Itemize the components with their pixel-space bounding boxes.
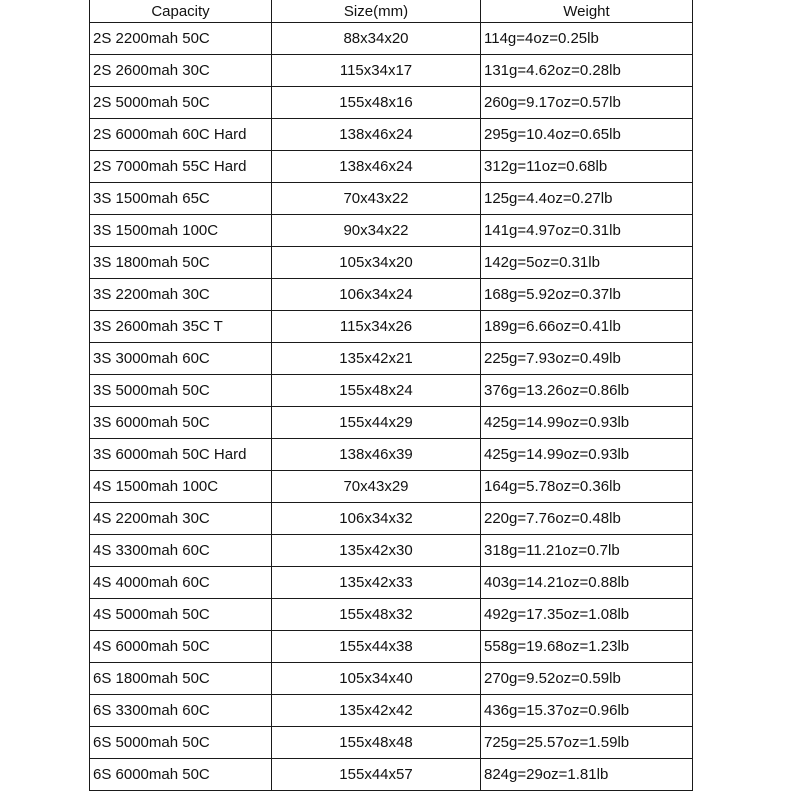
weight-cell: 114g=4oz=0.25lb: [481, 23, 693, 55]
capacity-cell: 4S 2200mah 30C: [90, 503, 272, 535]
size-cell: 90x34x22: [272, 215, 481, 247]
weight-cell: 295g=10.4oz=0.65lb: [481, 119, 693, 151]
weight-cell: 189g=6.66oz=0.41lb: [481, 311, 693, 343]
table-row: [90, 663, 693, 695]
weight-column-header: Weight: [481, 0, 693, 23]
size-cell: 135x42x33: [272, 567, 481, 599]
capacity-cell: 6S 5000mah 50C: [90, 727, 272, 759]
capacity-cell: 3S 1500mah 65C: [90, 183, 272, 215]
weight-cell: 141g=4.97oz=0.31lb: [481, 215, 693, 247]
table-row: [90, 247, 693, 279]
weight-cell: 436g=15.37oz=0.96lb: [481, 695, 693, 727]
capacity-cell: 2S 6000mah 60C Hard: [90, 119, 272, 151]
size-cell: 105x34x20: [272, 247, 481, 279]
weight-cell: 425g=14.99oz=0.93lb: [481, 407, 693, 439]
weight-cell: 260g=9.17oz=0.57lb: [481, 87, 693, 119]
weight-cell: 168g=5.92oz=0.37lb: [481, 279, 693, 311]
size-cell: 115x34x17: [272, 55, 481, 87]
capacity-cell: 4S 3300mah 60C: [90, 535, 272, 567]
weight-cell: 131g=4.62oz=0.28lb: [481, 55, 693, 87]
battery-spec-table: [89, 0, 693, 791]
table-row: [90, 439, 693, 471]
size-cell: 155x48x32: [272, 599, 481, 631]
table-header-row: [90, 0, 693, 23]
size-cell: 155x48x48: [272, 727, 481, 759]
weight-cell: 492g=17.35oz=1.08lb: [481, 599, 693, 631]
weight-cell: 125g=4.4oz=0.27lb: [481, 183, 693, 215]
size-cell: 135x42x42: [272, 695, 481, 727]
table-row: [90, 599, 693, 631]
weight-cell: 142g=5oz=0.31lb: [481, 247, 693, 279]
weight-cell: 318g=11.21oz=0.7lb: [481, 535, 693, 567]
table-row: [90, 695, 693, 727]
weight-cell: 824g=29oz=1.81lb: [481, 759, 693, 791]
size-cell: 138x46x24: [272, 119, 481, 151]
weight-cell: 558g=19.68oz=1.23lb: [481, 631, 693, 663]
size-cell: 155x44x38: [272, 631, 481, 663]
table-row: [90, 471, 693, 503]
table-row: [90, 311, 693, 343]
size-cell: 106x34x32: [272, 503, 481, 535]
size-cell: 155x48x16: [272, 87, 481, 119]
capacity-cell: 3S 3000mah 60C: [90, 343, 272, 375]
capacity-cell: 4S 5000mah 50C: [90, 599, 272, 631]
size-cell: 155x48x24: [272, 375, 481, 407]
table-row: [90, 375, 693, 407]
table-row: [90, 23, 693, 55]
size-cell: 88x34x20: [272, 23, 481, 55]
size-cell: 155x44x29: [272, 407, 481, 439]
weight-cell: 725g=25.57oz=1.59lb: [481, 727, 693, 759]
capacity-column-header: Capacity: [90, 0, 272, 23]
capacity-cell: 3S 2600mah 35C T: [90, 311, 272, 343]
capacity-cell: 3S 2200mah 30C: [90, 279, 272, 311]
size-cell: 138x46x39: [272, 439, 481, 471]
weight-cell: 220g=7.76oz=0.48lb: [481, 503, 693, 535]
capacity-cell: 2S 2600mah 30C: [90, 55, 272, 87]
capacity-cell: 4S 1500mah 100C: [90, 471, 272, 503]
size-cell: 105x34x40: [272, 663, 481, 695]
weight-cell: 270g=9.52oz=0.59lb: [481, 663, 693, 695]
size-cell: 138x46x24: [272, 151, 481, 183]
table-row: [90, 631, 693, 663]
capacity-cell: 2S 5000mah 50C: [90, 87, 272, 119]
capacity-cell: 4S 6000mah 50C: [90, 631, 272, 663]
capacity-cell: 3S 6000mah 50C: [90, 407, 272, 439]
table-row: [90, 727, 693, 759]
capacity-cell: 3S 1800mah 50C: [90, 247, 272, 279]
size-cell: 135x42x30: [272, 535, 481, 567]
size-cell: 155x44x57: [272, 759, 481, 791]
size-cell: 106x34x24: [272, 279, 481, 311]
weight-cell: 225g=7.93oz=0.49lb: [481, 343, 693, 375]
size-cell: 135x42x21: [272, 343, 481, 375]
table-row: [90, 151, 693, 183]
table-row: [90, 279, 693, 311]
capacity-cell: 4S 4000mah 60C: [90, 567, 272, 599]
table-row: [90, 55, 693, 87]
capacity-cell: 3S 6000mah 50C Hard: [90, 439, 272, 471]
table-row: [90, 535, 693, 567]
table-row: [90, 119, 693, 151]
table-row: [90, 183, 693, 215]
weight-cell: 164g=5.78oz=0.36lb: [481, 471, 693, 503]
table-row: [90, 503, 693, 535]
table-row: [90, 87, 693, 119]
table-row: [90, 215, 693, 247]
table-row: [90, 407, 693, 439]
size-column-header: Size(mm): [272, 0, 481, 23]
table-body: [90, 23, 693, 791]
capacity-cell: 6S 1800mah 50C: [90, 663, 272, 695]
size-cell: 115x34x26: [272, 311, 481, 343]
capacity-cell: 3S 5000mah 50C: [90, 375, 272, 407]
capacity-cell: 2S 2200mah 50C: [90, 23, 272, 55]
capacity-cell: 2S 7000mah 55C Hard: [90, 151, 272, 183]
weight-cell: 312g=11oz=0.68lb: [481, 151, 693, 183]
capacity-cell: 3S 1500mah 100C: [90, 215, 272, 247]
weight-cell: 403g=14.21oz=0.88lb: [481, 567, 693, 599]
weight-cell: 376g=13.26oz=0.86lb: [481, 375, 693, 407]
weight-cell: 425g=14.99oz=0.93lb: [481, 439, 693, 471]
capacity-cell: 6S 3300mah 60C: [90, 695, 272, 727]
table-row: [90, 343, 693, 375]
size-cell: 70x43x22: [272, 183, 481, 215]
table-row: [90, 567, 693, 599]
size-cell: 70x43x29: [272, 471, 481, 503]
table-row: [90, 759, 693, 791]
capacity-cell: 6S 6000mah 50C: [90, 759, 272, 791]
